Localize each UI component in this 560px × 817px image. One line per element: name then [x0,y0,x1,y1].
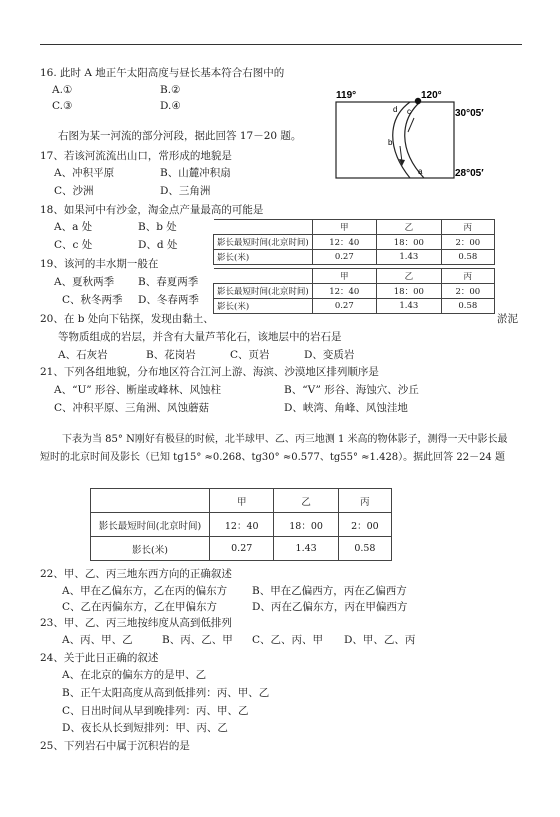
point-d-label: d [393,105,398,114]
q16-option-c: C.③ [52,100,73,112]
q20-option-d: D、变质岩 [304,349,355,361]
q21-option-b: B、“V” 形谷、海蚀穴、沙丘 [284,384,419,396]
table-cell: 2：00 [441,284,494,299]
point-c-label: c [407,107,411,116]
q22-stem: 22、甲、乙、丙三地东西方向的正确叙述 [40,568,232,580]
table-cell: 影长(米) [214,250,313,265]
table-row [214,250,495,265]
table-cell: 18：00 [274,513,338,537]
q20-option-b: B、花岗岩 [146,349,196,361]
table-header-yi: 乙 [377,269,442,284]
small-table-upper [213,219,495,265]
table-header-jia: 甲 [312,220,377,235]
table-row [214,284,495,299]
lat-bottom-label: 28°05′ [455,168,484,179]
q19-option-c: C、秋冬两季 [62,294,123,306]
q22-option-d: D、丙在乙偏东方，丙在甲偏西方 [252,601,408,613]
q19-stem: 19、该河的丰水期一般在 [40,258,159,270]
table-cell: 2：00 [441,235,494,250]
table-cell: 1.43 [274,537,338,561]
table-cell [214,220,313,235]
intro-22-24-line1: 下表为当 85° N刚好有极昼的时候，北半球甲、乙、丙三地测 1 米高的物体影子，测得一天中影长最 [62,434,508,445]
main-table [90,488,392,561]
table-cell [91,489,210,513]
q22-option-a: A、甲在乙偏东方，乙在丙的偏东方 [62,585,228,597]
q24-option-d: D、夜长从长到短排列：甲、丙、乙 [62,722,228,734]
q16-option-a: A.① [52,84,73,96]
q21-option-d: D、峡湾、角峰、风蚀洼地 [284,402,408,414]
q20-stem-line2: 等物质组成的岩层，并含有大量芦苇化石，该地层中的岩石是 [58,331,342,343]
table-row [214,235,495,250]
q23-stem: 23、甲、乙、丙三地按纬度从高到低排列 [40,617,232,629]
river-diagram [328,88,528,188]
intro-22-24-line2: 短时的北京时间及影长（已知 tg15° ≈0.268、tg30° ≈0.577、tg55° ≈1.428）。据此回答 22－24 题 [40,452,505,463]
table-row [214,299,495,314]
point-a-label: a [418,167,423,176]
q23-option-a: A、丙、甲、乙 [62,634,133,646]
table-cell: 18：00 [377,235,442,250]
flow-arrow-1 [408,118,414,132]
lat-top-label: 30°05′ [455,108,484,119]
q23-option-d: D、甲、乙、丙 [344,634,416,646]
table-row [91,513,392,537]
q19-option-a: A、夏秋两季 [54,276,115,288]
table-header-row [214,220,495,235]
river-intro: 右图为某一河流的部分河段，据此回答 17－20 题。 [58,130,302,142]
q20-option-a: A、石灰岩 [58,349,108,361]
q18-option-d: D、d 处 [138,239,178,251]
table-cell: 1.43 [377,299,442,314]
q24-option-b: B、正午太阳高度从高到低排列：丙、甲、乙 [62,687,270,699]
q24-stem: 24、关于此日正确的叙述 [40,652,159,664]
table-cell: 影长最短时间(北京时间) [214,235,313,250]
table-cell: 12：40 [312,235,377,250]
table-cell: 2：00 [338,513,391,537]
table-cell: 0.27 [312,299,377,314]
q16-option-d: D.④ [160,100,181,112]
table-cell: 12：40 [312,284,377,299]
q18-option-a: A、a 处 [54,221,93,233]
table-cell: 12：40 [210,513,274,537]
lon-left-label: 119° [336,90,357,101]
q23-option-c: C、乙、丙、甲 [252,634,324,646]
small-table-lower [213,268,495,314]
table-cell: 0.58 [338,537,391,561]
table-cell: 18：00 [377,284,442,299]
q22-option-c: C、乙在丙偏东方，乙在甲偏东方 [62,601,218,613]
point-b-label: b [388,138,393,147]
table-header-row [214,269,495,284]
q17-option-d: D、三角洲 [160,185,211,197]
q21-stem: 21、下列各组地貌，分布地区符合江河上游、海滨、沙漠地区排列顺序是 [40,366,379,378]
table-cell: 影长最短时间(北京时间) [214,284,313,299]
table-cell: 影长(米) [91,537,210,561]
table-cell: 0.58 [441,299,494,314]
q23-option-b: B、丙、乙、甲 [162,634,233,646]
table-cell: 0.27 [210,537,274,561]
table-header-bing: 丙 [441,220,494,235]
table-header-yi: 乙 [274,489,338,513]
q17-option-b: B、山麓冲积扇 [160,167,231,179]
q16-option-b: B.② [160,84,181,96]
q24-option-a: A、在北京的偏东方的是甲、乙 [62,669,207,681]
q25-stem: 25、下列岩石中属于沉积岩的是 [40,740,190,752]
table-cell: 1.43 [377,250,442,265]
q17-option-a: A、冲积平原 [54,167,115,179]
q17-stem: 17、若该河流流出山口，常形成的地貌是 [40,150,232,162]
table-header-row [91,489,392,513]
table-row [91,537,392,561]
table-cell: 影长(米) [214,299,313,314]
table-header-jia: 甲 [312,269,377,284]
table-cell: 0.27 [312,250,377,265]
q20-stem: 20、在 b 处向下钻探，发现由黏土、 [40,313,214,325]
top-rule [40,44,522,45]
table-cell: 影长最短时间(北京时间) [91,513,210,537]
table-header-bing: 丙 [441,269,494,284]
q21-option-c: C、冲积平原、三角洲、风蚀蘑菇 [54,402,210,414]
table-cell [214,269,313,284]
q19-option-d: D、冬春两季 [138,294,199,306]
q24-option-c: C、日出时间从早到晚排列：丙、甲、乙 [62,705,249,717]
q20-stem-end: 淤泥 [497,313,518,325]
table-header-bing: 丙 [338,489,391,513]
q22-option-b: B、甲在乙偏西方，丙在乙偏西方 [252,585,407,597]
q18-stem: 18、如果河中有沙金，淘金点产量最高的可能是 [40,204,264,216]
q18-option-b: B、b 处 [138,221,177,233]
q17-option-c: C、沙洲 [54,185,94,197]
q18-option-c: C、c 处 [54,239,93,251]
table-header-jia: 甲 [210,489,274,513]
table-header-yi: 乙 [377,220,442,235]
table-cell: 0.58 [441,250,494,265]
q20-option-c: C、页岩 [230,349,270,361]
q21-option-a: A、“U” 形谷、断崖或峰林、风蚀柱 [54,384,222,396]
q16-stem: 16. 此时 A 地正午太阳高度与昼长基本符合右图中的 [40,67,285,79]
q19-option-b: B、春夏两季 [138,276,199,288]
lon-right-label: 120° [421,90,442,101]
